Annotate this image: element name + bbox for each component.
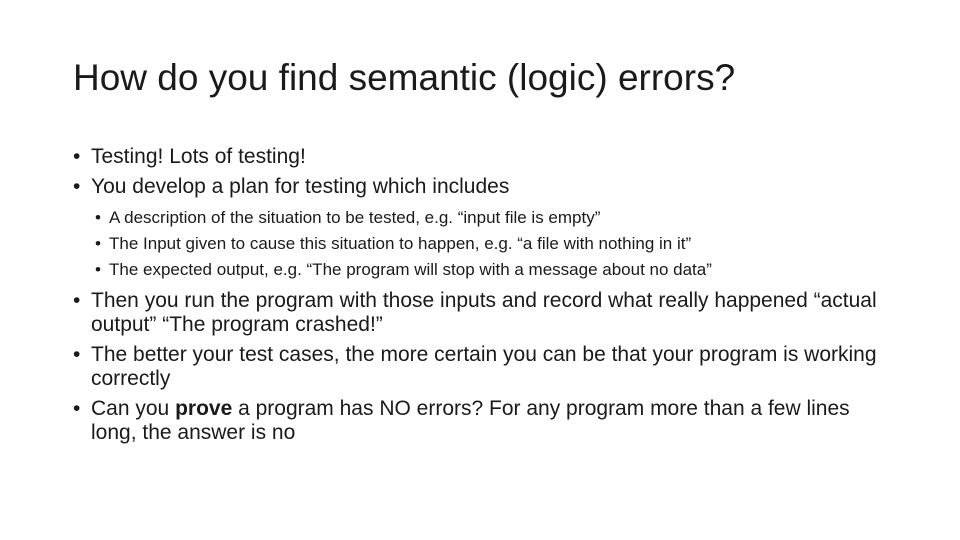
sub-bullet-text: The Input given to cause this situation to happen, e.g. “a file with nothing in it” — [109, 234, 692, 253]
bullet-marker: • — [73, 343, 81, 366]
bullet-text: The better your test cases, the more certain you can be that your program is working correctly — [91, 343, 877, 390]
bullet-marker: • — [73, 289, 81, 312]
bullet-item — [73, 145, 893, 169]
sub-bullet-item — [95, 205, 893, 231]
bullet-item — [73, 397, 893, 445]
bullet-marker: • — [73, 397, 81, 420]
bullet-text: Testing! Lots of testing! — [91, 145, 306, 168]
bullet-text-pre: Can you — [91, 397, 176, 420]
sub-bullet-text: The expected output, e.g. “The program will stop with a message about no data” — [109, 260, 712, 279]
sub-bullet-item — [95, 257, 893, 283]
bullet-marker: • — [95, 234, 101, 253]
bullet-text-post: a program has NO errors? For any program more than a few lines long, the answer is no — [91, 397, 850, 444]
sub-bullet-list — [95, 205, 893, 283]
bullet-item — [73, 289, 893, 337]
bullet-marker: • — [95, 208, 101, 227]
emphasis-prove: prove — [175, 397, 233, 420]
sub-bullet-item — [95, 231, 893, 257]
bullet-item — [73, 343, 893, 391]
slide-title: How do you find semantic (logic) errors? — [73, 57, 736, 98]
bullet-text — [91, 397, 850, 444]
bullet-marker: • — [73, 145, 81, 168]
bullet-text: You develop a plan for testing which includes — [91, 175, 510, 198]
bullet-marker: • — [73, 175, 81, 198]
slide-body — [73, 145, 893, 451]
bullet-text: Then you run the program with those inputs and record what really happened “actual output” “The program crashed!” — [91, 289, 877, 336]
sub-bullet-text: A description of the situation to be tested, e.g. “input file is empty” — [109, 208, 601, 227]
bullet-item — [73, 175, 893, 199]
bullet-marker: • — [95, 260, 101, 279]
